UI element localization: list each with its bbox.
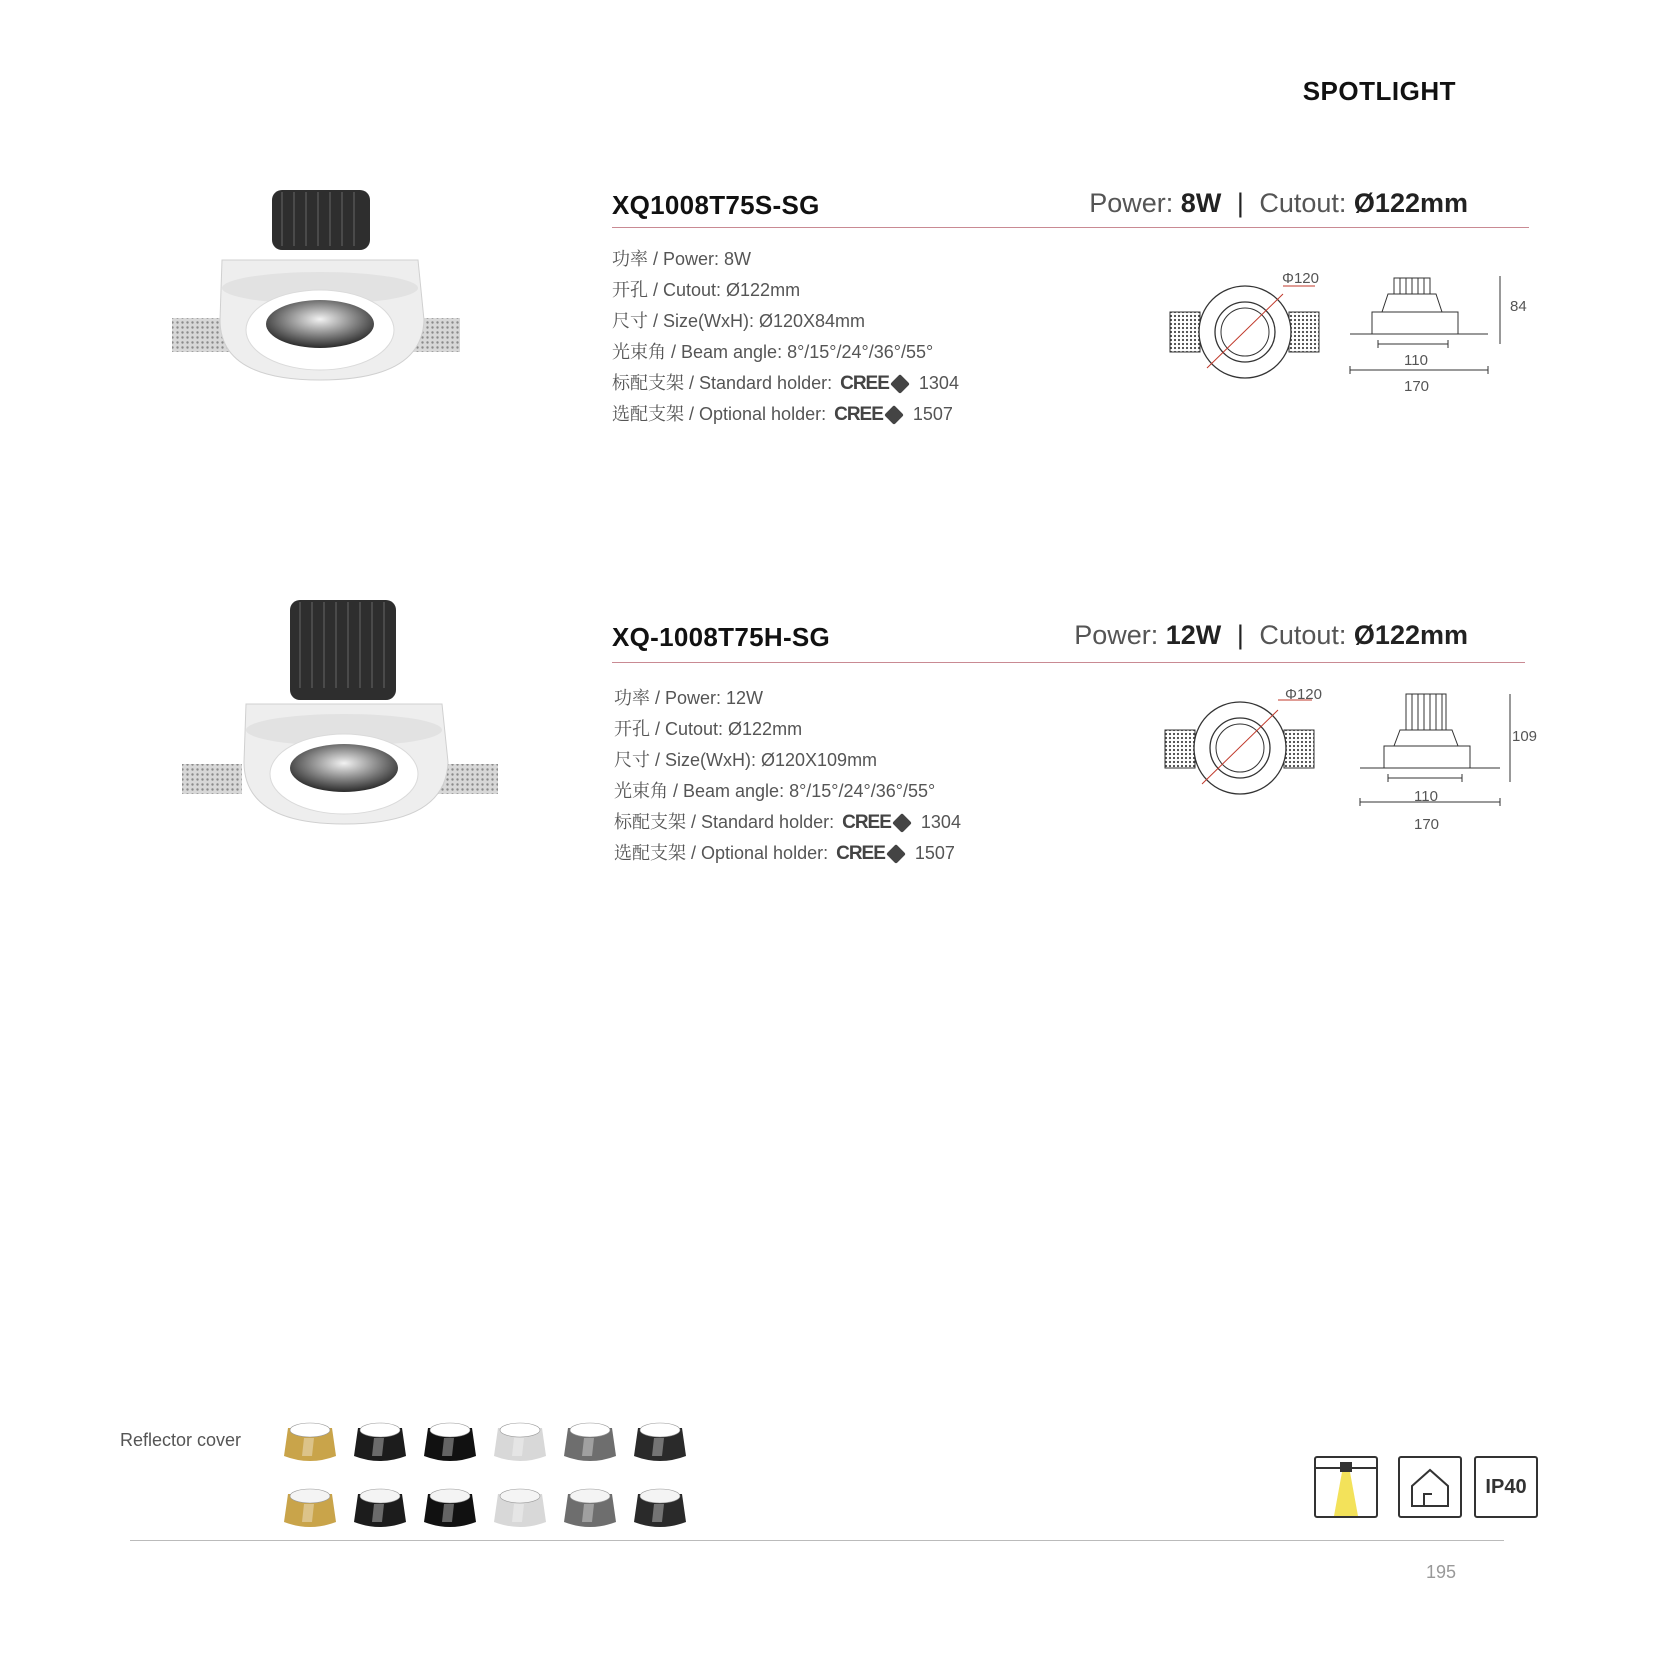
spec-beam: 光束角 / Beam angle: 8°/15°/24°/36°/55° [614,781,936,801]
spec-beam: 光束角 / Beam angle: 8°/15°/24°/36°/55° [612,342,934,362]
power-label: Power: [1089,188,1174,218]
spec-size: 尺寸 / Size(WxH): Ø120X84mm [612,311,866,331]
cutout-value: Ø122mm [1353,620,1468,650]
cutout-label: Cutout: [1259,620,1347,650]
cutout-label: Cutout: [1259,188,1347,218]
spec-size: 尺寸 / Size(WxH): Ø120X109mm [614,750,878,770]
optional-holder-code: 1507 [914,843,955,863]
standard-holder-code: 1304 [918,373,959,393]
footer-divider [130,1540,1504,1541]
side-view-drawing-2 [1358,690,1518,820]
reflector-swatch [284,1489,336,1527]
inner-width-label: 110 [1404,352,1428,369]
reflector-cover-label: Reflector cover [120,1430,242,1450]
indoor-house-icon [1398,1456,1462,1518]
reflector-swatch [284,1423,336,1461]
product-specs-2 [614,683,961,869]
spec-power: 功率 / Power: 12W [614,688,764,708]
standard-holder-label: 标配支架 / Standard holder: [612,373,833,393]
reflector-swatch [424,1489,476,1527]
page-number: 195 [1425,1562,1456,1582]
headline-separator: | [1236,620,1244,650]
headline-separator: | [1236,188,1244,218]
reflector-swatch [564,1489,616,1527]
spec-cutout: 开孔 / Cutout: Ø122mm [614,719,803,739]
cree-logo: CREE [834,399,901,430]
product-model-2: XQ-1008T75H-SG [612,622,831,652]
product-image-2 [170,592,510,832]
spec-power: 功率 / Power: 8W [612,249,752,269]
power-value: 12W [1165,620,1222,650]
inner-width-label: 110 [1414,788,1438,805]
product-image-1 [160,180,500,400]
outer-width-label: 170 [1404,378,1430,395]
power-value: 8W [1180,188,1222,218]
optional-holder-label: 选配支架 / Optional holder: [612,404,827,424]
spec-optional-holder [614,838,961,869]
diameter-label: Φ120 [1282,270,1319,287]
cutout-value: Ø122mm [1353,188,1468,218]
height-label: 109 [1512,728,1538,745]
optional-holder-code: 1507 [912,404,953,424]
product-specs-1 [612,244,959,430]
cree-logo: CREE [840,368,907,399]
spec-standard-holder [614,807,961,838]
outer-width-label: 170 [1414,816,1440,833]
power-label: Power: [1074,620,1159,650]
reflector-swatch [354,1423,406,1461]
standard-holder-label: 标配支架 / Standard holder: [614,812,835,832]
product-divider-2 [612,662,1525,663]
reflector-swatch [564,1423,616,1461]
spec-optional-holder [612,399,959,430]
product-headline-2 [1074,620,1468,651]
reflector-swatch [494,1423,546,1461]
reflector-swatch [494,1489,546,1527]
product-model-1: XQ1008T75S-SG [612,190,820,220]
diameter-label: Φ120 [1285,686,1322,703]
reflector-swatch [634,1489,686,1527]
product-divider-1 [612,227,1529,228]
reflector-swatch [634,1423,686,1461]
reflector-swatch [354,1489,406,1527]
optional-holder-label: 选配支架 / Optional holder: [614,843,829,863]
cree-logo: CREE [836,838,903,869]
spec-cutout: 开孔 / Cutout: Ø122mm [612,280,801,300]
ip-rating-badge: IP40 [1474,1456,1538,1518]
standard-holder-code: 1304 [920,812,961,832]
cree-logo: CREE [842,807,909,838]
product-headline-1 [1089,188,1468,219]
category-title: SPOTLIGHT [1302,76,1456,106]
height-label: 84 [1510,298,1527,315]
reflector-swatch [424,1423,476,1461]
reflector-swatches [280,1420,700,1550]
recessed-spotlight-icon [1314,1456,1378,1518]
spec-standard-holder [612,368,959,399]
